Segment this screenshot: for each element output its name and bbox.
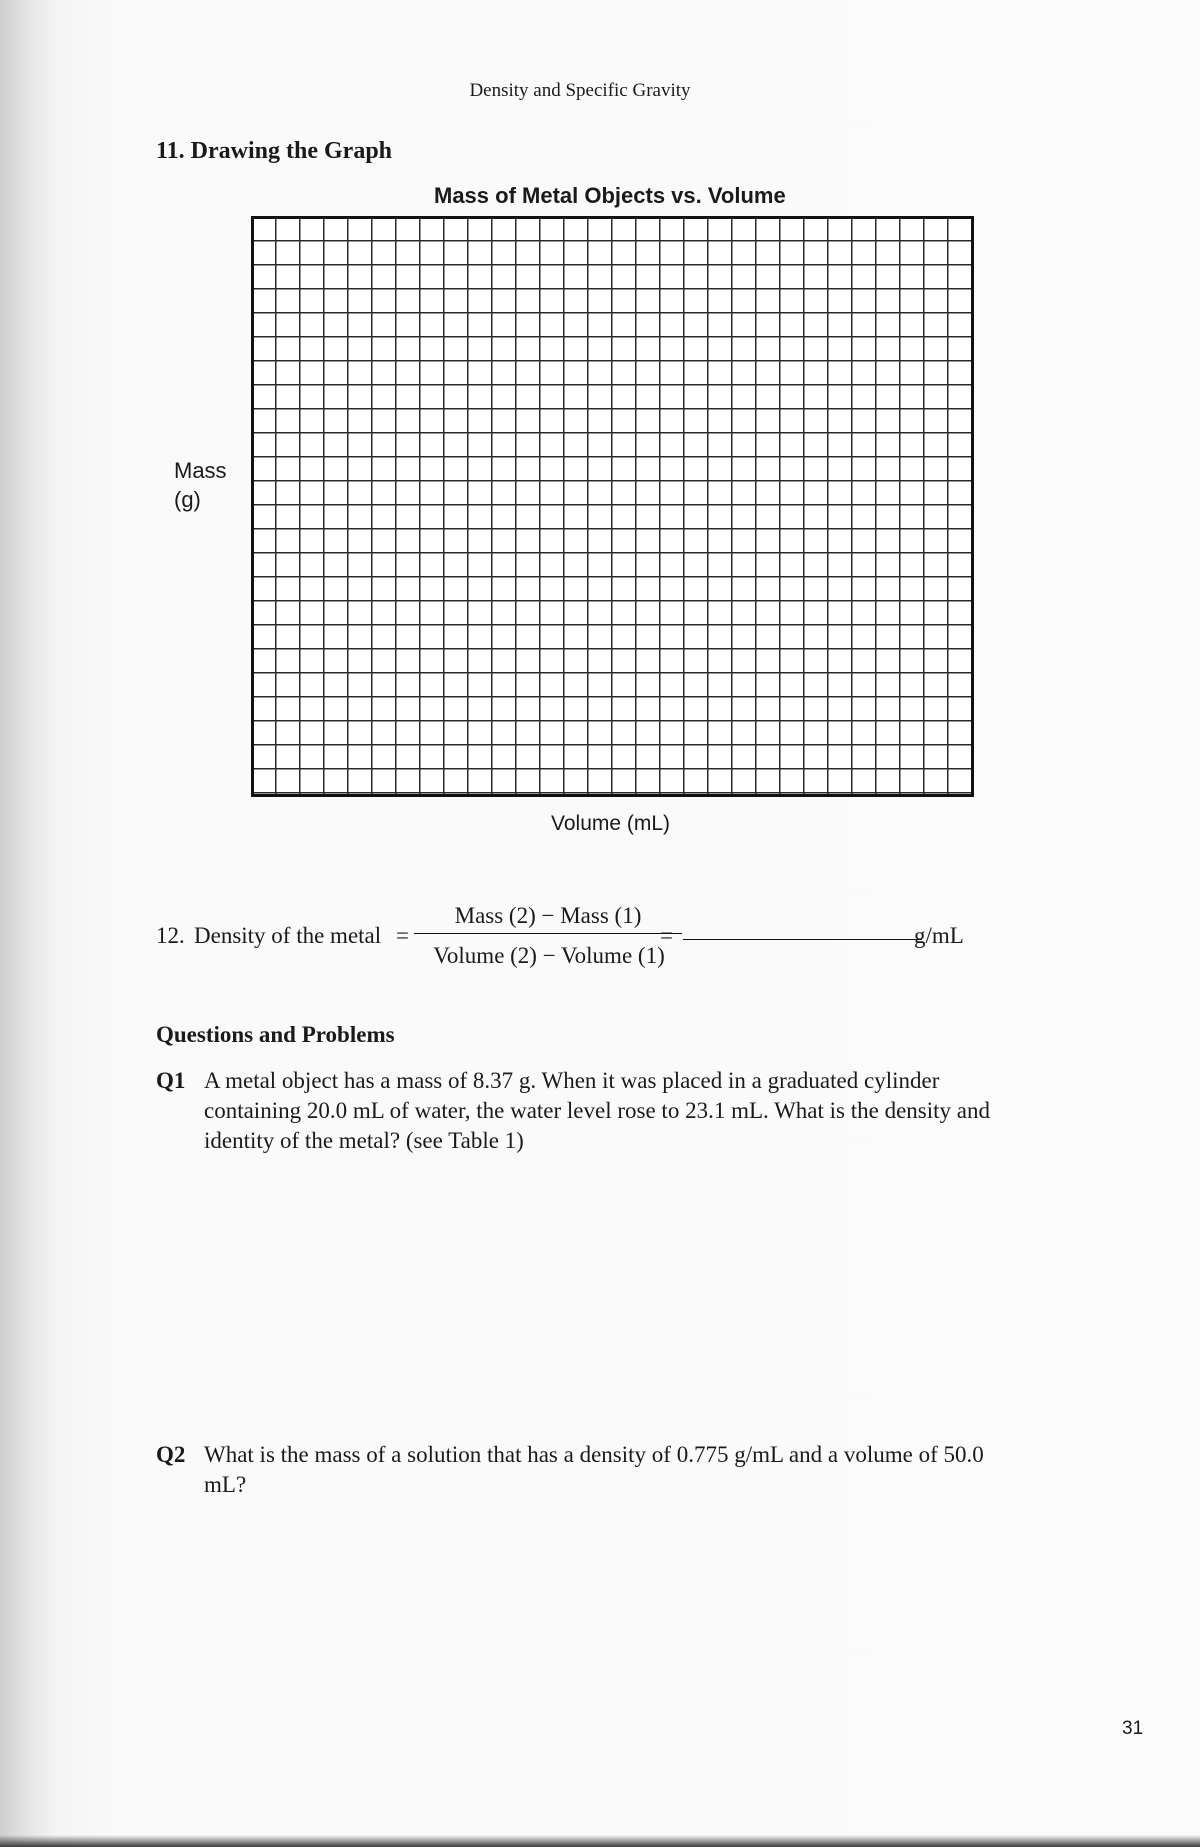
density-label: Density of the metal <box>194 923 382 948</box>
density-item-number: 12. <box>156 923 185 948</box>
density-unit: g/mL <box>914 923 964 948</box>
page-bottom-edge <box>0 1835 1200 1847</box>
equals-sign: = <box>396 923 409 948</box>
density-formula <box>156 903 986 993</box>
fraction-bar <box>414 933 682 934</box>
question-q2 <box>156 1440 996 1510</box>
section-heading: 11. Drawing the Graph <box>156 138 393 164</box>
graph-y-axis-label <box>174 456 227 514</box>
y-axis-label-line2: (g) <box>174 487 201 512</box>
question-text: What is the mass of a solution that has a density of 0.775 g/mL and a volume of 50.0 mL? <box>204 1442 984 1497</box>
question-number: Q1 <box>156 1068 186 1093</box>
formula-denominator: Volume (2) − Volume (1) <box>433 943 665 968</box>
question-text: A metal object has a mass of 8.37 g. When it was placed in a graduated cylinder containing 20.0 mL of water, the water level rose to 23.1 mL. What is the density and identity of the metal? (see Table 1) <box>204 1068 990 1153</box>
question-number: Q2 <box>156 1442 186 1467</box>
formula-numerator: Mass (2) − Mass (1) <box>454 903 642 928</box>
graph-grid <box>251 216 974 797</box>
density-answer-blank[interactable] <box>683 939 922 940</box>
page-number: 31 <box>1122 1718 1144 1739</box>
graph-x-axis-label: Volume (mL) <box>551 812 671 835</box>
questions-heading: Questions and Problems <box>156 1022 395 1047</box>
book-spine-shadow <box>0 0 55 1847</box>
running-head: Density and Specific Gravity <box>469 80 691 101</box>
graph-title: Mass of Metal Objects vs. Volume <box>434 183 786 208</box>
y-axis-label-line1: Mass <box>174 458 227 483</box>
equals-sign-2: = <box>660 923 673 948</box>
question-q1 <box>156 1066 996 1166</box>
